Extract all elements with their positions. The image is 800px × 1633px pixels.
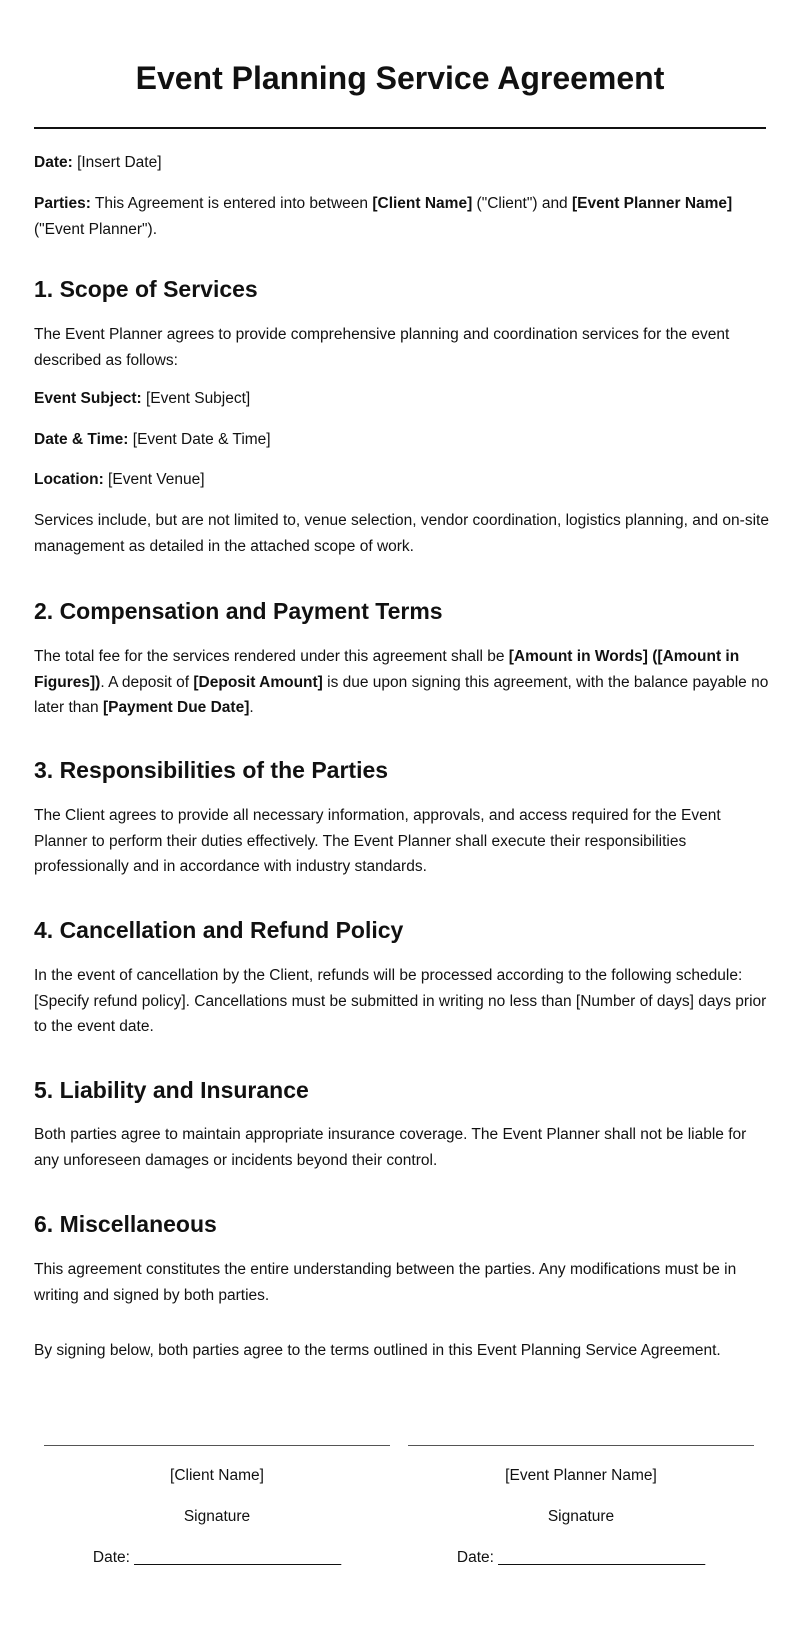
date-line <box>34 150 770 176</box>
compensation-text: . A deposit of <box>100 673 194 691</box>
parties-text: ("Client") and <box>472 195 572 212</box>
planner-name-placeholder: [Event Planner Name] <box>572 195 733 212</box>
event-datetime-line <box>34 427 770 453</box>
event-datetime-label: Date & Time: <box>34 431 129 448</box>
planner-signature-caption: Signature <box>547 1508 615 1525</box>
closing-statement: By signing below, both parties agree to the terms outlined in this Event Planning Service Agreement. <box>34 1342 721 1359</box>
compensation-paragraph <box>34 644 770 721</box>
scope-intro: The Event Planner agrees to provide comprehensive planning and coordination services for the event described as follows: <box>34 326 730 369</box>
parties-text: ("Event Planner"). <box>34 220 158 238</box>
date-label: Date: <box>34 154 73 171</box>
section-heading-responsibilities: 3. Responsibilities of the Parties <box>34 757 389 783</box>
section-heading-cancellation: 4. Cancellation and Refund Policy <box>34 917 404 943</box>
compensation-text: The total fee for the services rendered under this agreement shall be <box>34 648 509 665</box>
miscellaneous-paragraph: This agreement constitutes the entire understanding between the parties. Any modifications must be in writing and signed by both parties. <box>34 1261 737 1304</box>
amount-placeholder: [Amount in Words] ([Amount in Figures]) <box>34 648 740 691</box>
services-paragraph: Services include, but are not limited to, venue selection, vendor coordination, logistics planning, and on-site management as detailed in the attached scope of work. <box>34 512 769 555</box>
planner-signature-date[interactable]: Date: ________________________ <box>456 1549 706 1566</box>
parties-paragraph <box>34 191 770 242</box>
parties-text: This Agreement is entered into between <box>90 195 373 212</box>
cancellation-paragraph: In the event of cancellation by the Client, refunds will be processed according to the following schedule: [Specify refund policy]. Cancellations must be submitted in writing no less than [Number of days] days prior to the event date. <box>34 967 767 1035</box>
compensation-text: is due upon signing this agreement, with the balance payable no later than <box>34 673 769 716</box>
due-date-placeholder: [Payment Due Date] <box>102 699 250 716</box>
deposit-placeholder: [Deposit Amount] <box>193 673 323 691</box>
section-heading-liability: 5. Liability and Insurance <box>34 1077 309 1103</box>
event-datetime-value: [Event Date & Time] <box>128 431 271 448</box>
event-subject-value: [Event Subject] <box>141 390 251 407</box>
section-heading-compensation: 2. Compensation and Payment Terms <box>34 598 443 624</box>
event-location-value: [Event Venue] <box>103 471 205 488</box>
event-location-label: Location: <box>34 471 104 488</box>
section-heading-miscellaneous: 6. Miscellaneous <box>34 1211 217 1237</box>
planner-signature-line[interactable] <box>408 1445 754 1446</box>
event-location-line <box>34 467 770 493</box>
date-value: [Insert Date] <box>72 154 162 171</box>
parties-label: Parties: <box>34 195 91 212</box>
event-subject-label: Event Subject: <box>34 390 142 407</box>
client-signature-name: [Client Name] <box>170 1467 264 1484</box>
planner-signature-name: [Event Planner Name] <box>505 1467 657 1484</box>
event-subject-line <box>34 386 770 412</box>
client-signature-date[interactable]: Date: ________________________ <box>92 1549 342 1566</box>
client-signature-caption: Signature <box>183 1508 251 1525</box>
liability-paragraph: Both parties agree to maintain appropriate insurance coverage. The Event Planner shall not be liable for any unforeseen damages or incidents beyond their control. <box>34 1126 747 1169</box>
compensation-text: . <box>249 699 254 716</box>
client-name-placeholder: [Client Name] <box>372 195 473 212</box>
title-divider <box>34 127 766 129</box>
client-signature-line[interactable] <box>44 1445 390 1446</box>
document-title: Event Planning Service Agreement <box>135 60 665 96</box>
section-heading-scope: 1. Scope of Services <box>34 276 258 302</box>
responsibilities-paragraph: The Client agrees to provide all necessary information, approvals, and access required for the Event Planner to perform their duties effectively. The Event Planner shall execute their responsibilities professionally and in accordance with industry standards. <box>34 807 721 875</box>
